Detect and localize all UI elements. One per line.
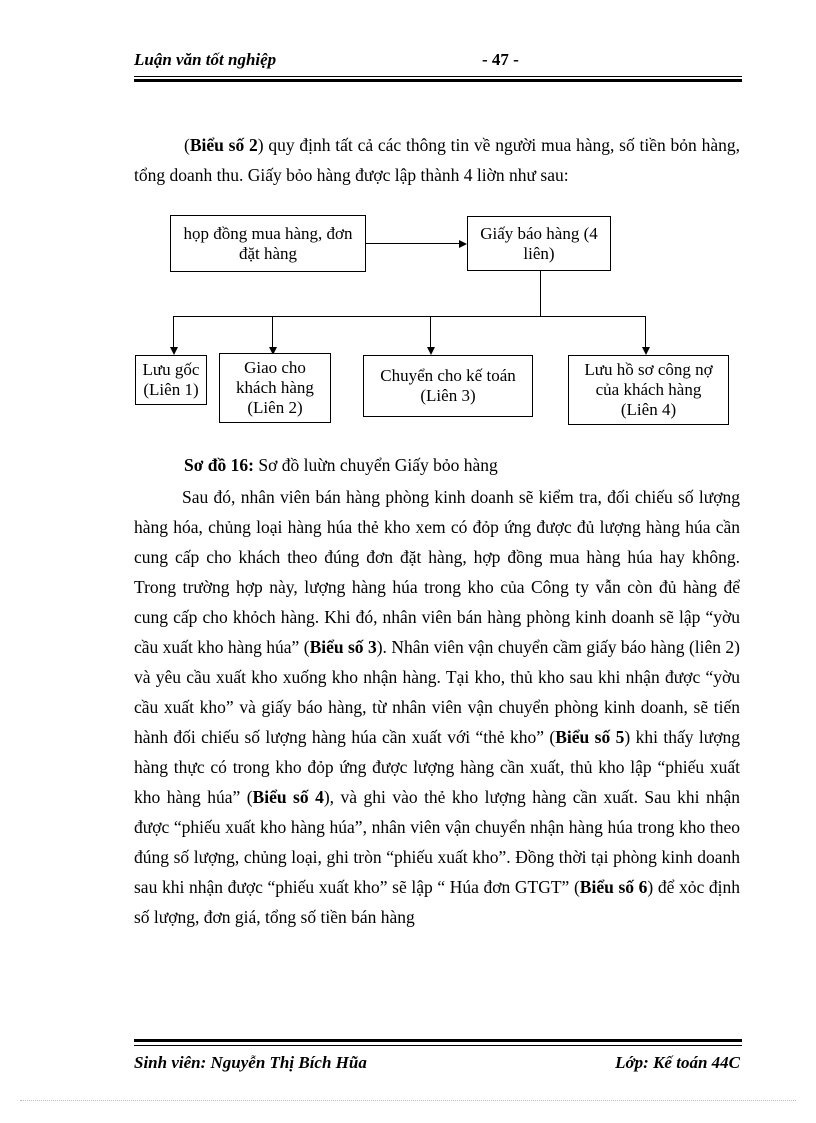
connector-line	[540, 271, 541, 316]
caption-text: Sơ đồ luừn chuyển Giấy bỏo hàng	[253, 455, 498, 475]
caption-label: Sơ đồ 16:	[184, 455, 254, 475]
footer-rule-thick	[134, 1039, 742, 1042]
branch-label-1: Lưu gốc (Liên 1)	[142, 360, 200, 399]
arrow-right-icon	[459, 240, 467, 248]
target-box-label: Giấy báo hàng (4 liên)	[480, 223, 598, 263]
branch-label-2: Giao cho khách hàng (Liên 2)	[236, 358, 314, 417]
diagram-caption	[184, 455, 498, 476]
footer-class: Lớp: Kế toán 44C	[615, 1053, 740, 1072]
branch-box-4	[568, 355, 729, 425]
body-text-5: ) để xỏc định số lượng, đơn giá, tổng số tiền bán hàng	[134, 877, 740, 927]
body-ref-6: Biểu số 6	[579, 877, 648, 897]
body-text-2: ). Nhân viên vận chuyển cầm giấy báo hàng (liên 2) và yêu cầu xuất kho xuống kho nhận hàng. Tại kho, thủ kho sau khi nhận được “yờu cầu xuất kho” và giấy báo hàng, từ nhân viên vận chuyển phòng kinh doanh, sẽ tiến hành đối chiếu số lượng hàng húa cần xuất với “thẻ kho” (	[134, 637, 740, 747]
intro-paragraph: (Biểu số 2) quy định tất cả các thông tin về người mua hàng, số tiền bỏn hàng, tổng doanh thu. Giấy bỏo hàng được lập thành 4 liờn như sau:	[134, 135, 740, 185]
page-edge-divider	[20, 1100, 796, 1101]
intro-ref: Biểu số 2	[189, 135, 258, 155]
branch-label-3: Chuyển cho kế toán (Liên 3)	[380, 366, 516, 405]
page-number: - 47 -	[482, 50, 519, 69]
source-box	[170, 215, 366, 272]
branch-label-4: Lưu hồ sơ công nợ của khách hàng (Liên 4)	[584, 360, 713, 419]
branch-box-3	[363, 355, 533, 417]
arrow-down-icon	[642, 347, 650, 355]
arrow-down-icon	[427, 347, 435, 355]
source-box-label: họp đồng mua hàng, đơn đặt hàng	[183, 223, 353, 263]
page-footer	[134, 1053, 740, 1075]
connector-line	[645, 316, 646, 348]
connector-line	[173, 316, 174, 348]
connector-line	[366, 243, 464, 244]
footer-student: Sinh viên: Nguyễn Thị Bích Hũa	[134, 1053, 367, 1072]
body-text-3: ) khi thấy lượng hàng thực có trong kho đỏp ứng được lượng hàng cần xuất, thủ kho lập “phiếu xuất kho hàng húa” (	[134, 727, 740, 807]
body-ref-5: Biểu số 5	[555, 727, 625, 747]
body-ref-4: Biểu số 4	[252, 787, 324, 807]
body-text-4: ), và ghi vào thẻ kho lượng hàng cần xuất. Sau khi nhận được “phiếu xuất kho hàng húa”, nhân viên vận chuyển nhận hàng húa trong kho theo đúng số lượng, chủng loại, ghi tròn “phiếu xuất kho”. Đồng thời tại phòng kinh doanh sau khi nhận được “phiếu xuất kho” sẽ lập “ Húa đơn GTGT” (	[134, 787, 740, 897]
body-text-1: Sau đó, nhân viên bán hàng phòng kinh doanh sẽ kiểm tra, đối chiếu số lượng hàng hóa, chủng loại hàng húa thẻ kho xem có đỏp ứng được đủ lượng hàng húa cần cung cấp cho khách theo đúng đơn đặt hàng, hợp đồng mua hàng húa hay không. Trong trường hợp này, lượng hàng húa trong kho của Công ty vẫn còn đủ hàng để cung cấp cho khỏch hàng. Khi đó, nhân viên bán hàng phòng kinh doanh sẽ lập “yờu cầu xuất kho hàng húa” (	[134, 487, 740, 657]
body-ref-3: Biểu số 3	[309, 637, 377, 657]
connector-line	[272, 316, 273, 348]
main-paragraph	[134, 482, 740, 932]
target-box	[467, 216, 611, 271]
connector-line	[173, 316, 646, 317]
arrow-down-icon	[170, 347, 178, 355]
connector-line	[430, 316, 431, 348]
footer-rule-thin	[134, 1045, 742, 1046]
branch-box-2	[219, 353, 331, 423]
document-title: Luận văn tốt nghiệp	[134, 50, 277, 69]
branch-box-1	[135, 355, 207, 405]
intro-text: ) quy định tất cả các thông tin về người mua hàng, số tiền bỏn hàng, tổng doanh thu. Giấy bỏo hàng được lập thành 4 liờn như sau:	[134, 135, 740, 185]
